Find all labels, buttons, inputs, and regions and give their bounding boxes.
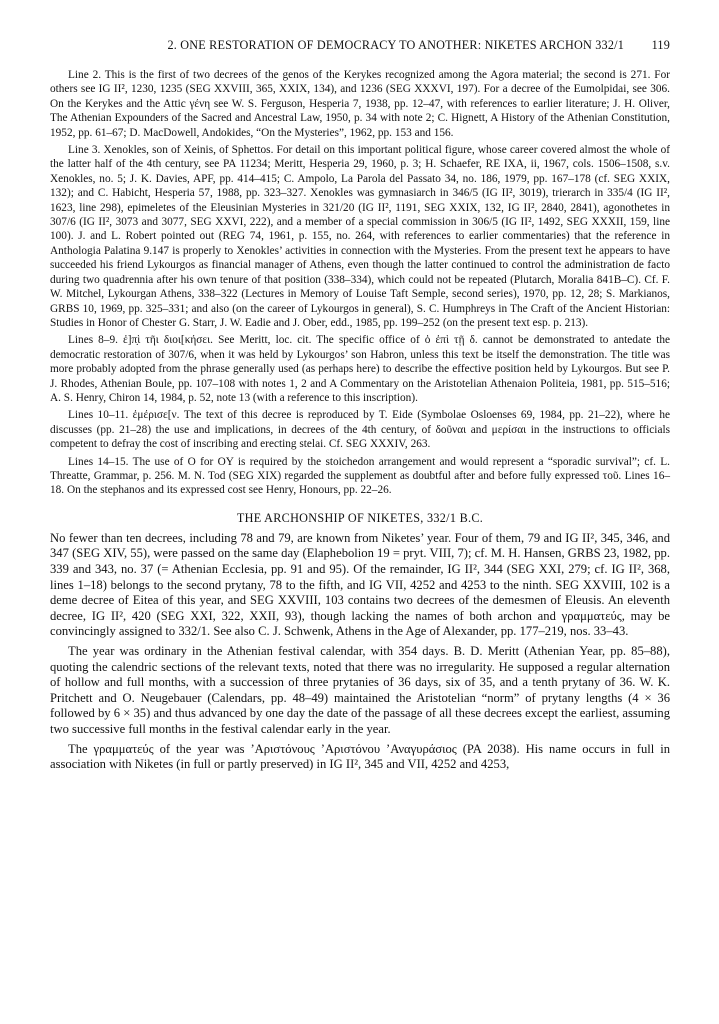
body-paragraph: The γραμματεύς of the year was ’Αριστόνους ’Αριστόνου ’Αναγυράσιος (PA 2038). His name occurs in full in association with Niketes (in full or partly preserved) in IG II², 345 and VII, 4252 and 4253,	[50, 741, 670, 772]
page-number: 119	[651, 38, 670, 52]
page	[50, 38, 670, 777]
note-lines-14-15: Lines 14–15. The use of O for OΥ is required by the stoichedon arrangement and would represent a “sporadic survival”; cf. L. Threatte, Grammar, p. 256. M. N. Tod (SEG XIX) regarded the supplement as doubtful after and before fully expressed τοῦ. Lines 16–18. On the stephanos and its expressed cost see Henry, Honours, pp. 22–26.	[50, 455, 670, 497]
section-heading: THE ARCHONSHIP OF NIKETES, 332/1 B.C.	[236, 510, 484, 525]
note-line-3: Line 3. Xenokles, son of Xeinis, of Sphettos. For detail on this important political figure, whose career covered almost the whole of the latter half of the 4th century, see PA 11234; Meritt, Hesperia 29, 1960, p. 3; H. Schaefer, RE IXA, ii, 1967, cols. 1506–1508, s.v. Xenokles, no. 5; J. K. Davies, APF, pp. 414–415; C. Ampolo, La Parola del Passato 34, no. 186, 1979, pp. 167–178 (cf. SEG XXIX, 132); and C. Habicht, Hesperia 57, 1988, pp. 323–327. Xenokles was gymnasiarch in 346/5 (IG II², 3019), trierarch in 335/4 (IG II², 1623, line 298), epimeletes of the Eleusinian Mysteries in 321/20 (IG II², 1191, SEG XXIX, 132, IG II², 2840, 2841), agonothetes in 307/6 (IG II², 3073 and 3077, SEG XXVI, 222), and a member of a special commission in 306/5 (IG II², 1492, SEG XXXII, 159, line 100). J. and L. Robert pointed out (REG 74, 1961, p. 155, no. 264, with references to earlier commentaries) that the reference in Anthologia Palatina 9.147 is properly to Xenokles’ activities in connection with the Mysteries. From the present text he appears to have succeeded his friend Lykourgos as financial manager of Athens, even though the latter continued to control the administration de facto during two quadrennia after his own tenure of that position (338–334), which could not be repeated (Plutarch, Moralia 841B–C). Cf. F. W. Mitchel, Lykourgan Athens, 338–322 (Lectures in Memory of Louise Taft Semple, second series), 1970, pp. 12, 28; S. Markianos, GRBS 10, 1969, pp. 325–331; and also (on the career of Lykourgos in general), S. C. Humphreys in The Craft of the Ancient Historian: Studies in Honor of Chester G. Starr, J. W. Eadie and J. Ober, edd., 1985, pp. 199–252 (on the present text esp. p. 213).	[50, 144, 670, 329]
note-lines-10-11: Lines 10–11. ἐμέρισε[ν. The text of this decree is reproduced by T. Eide (Symbolae Osloenses 69, 1984, pp. 21–22), where he discusses (pp. 21–28) the use and implications, in decrees of the 4th century, of δοῦναι and μερίσαι in the instructions to officials competent to defray the cost of inscribing and erecting stelai. Cf. SEG XXXIV, 263.	[50, 409, 670, 451]
body-paragraph: No fewer than ten decrees, including 78 and 79, are known from Niketes’ year. Four of them, 79 and IG II², 345, 346, and 347 (SEG XIV, 55), were passed on the same day (Elaphebolion 19 = pryt. VIII, 7); cf. M. H. Hansen, GRBS 23, 1982, pp. 339 and 343, no. 37 (= Athenian Ecclesia, pp. 91 and 95). Of the remainder, IG II², 344 (SEG XXI, 279; cf. IG II², 368, lines 1–18) belongs to the second prytany, 78 to the fifth, and IG VII, 4252 and 4253 to the ninth. SEG XXVIII, 102 is a deme decree of Eitea of this year, and SEG XXVIII, 103 contains two decrees of the demesmen of Eleusis. An eleventh decree, IG II², 420 (SEG XXI, 322, XXII, 93), though lacking the names of both archon and γραμματεύς, may be convincingly assigned to 332/1. See also C. J. Schwenk, Athens in the Age of Alexander, pp. 177–219, nos. 33–43.	[50, 530, 670, 639]
section-body	[50, 531, 670, 773]
note-lines-8-9: Lines 8–9. ἐ]π̣ὶ τῆι διοι[κήσει. See Meritt, loc. cit. The specific office of ὁ ἐπὶ τῇ δ. cannot be demonstrated to antedate the democratic restoration of 307/6, when it was held by Lykourgos’ son Habron, unless this text be itself the demonstration. The title was more probably adopted from the phrase generally used (as perhaps here) to describe the effective position held by Lykourgos. But see P. J. Rhodes, Athenian Boule, pp. 107–108 with notes 1, 2 and A Commentary on the Aristotelian Athenaion Politeia, 1981, pp. 515–516; A. S. Henry, Chiron 14, 1984, p. 52, note 13 (with a reference to this inscription).	[50, 334, 670, 404]
note-line-2: Line 2. This is the first of two decrees of the genos of the Kerykes recognized among the Agora material; the second is 271. For others see IG II², 1230, 1235 (SEG XXVIII, 365, XXIX, 134), and 1236 (SEG XXXVI, 197). For a decree of the Eumolpidai, see 306. On the Kerykes and the Attic γένη see W. S. Ferguson, Hesperia 7, 1938, pp. 12–47, with references to earlier literature; J. H. Oliver, The Athenian Expounders of the Sacred and Ancestral Law, 1950, p. 34 with note 2; C. Hignett, A History of the Athenian Constitution, 1952, pp. 61–67; D. MacDowell, Andokides, “On the Mysteries”, 1962, pp. 153 and 156.	[50, 69, 670, 139]
running-head	[50, 38, 670, 58]
body-paragraph: The year was ordinary in the Athenian festival calendar, with 354 days. B. D. Meritt (Athenian Year, pp. 85–88), quoting the calendric sections of the relevant texts, noted that there was no irregularity. He supposed a regular alternation of hollow and full months, with a succession of three prytanies of 36 days, six of 35, and a tenth prytany of 36. W. K. Pritchett and O. Neugebauer (Calendars, pp. 48–49) maintained the Aristotelian “norm” of prytany lengths (4 × 36 followed by 6 × 35) and thus advanced by one day the date of the passage of all these decrees except the earliest, assuming two successive full months in the festival calendar early in the year.	[50, 643, 670, 736]
running-head-title: 2. ONE RESTORATION OF DEMOCRACY TO ANOTHER: NIKETES ARCHON 332/1	[167, 38, 624, 52]
commentary-notes	[50, 68, 670, 498]
